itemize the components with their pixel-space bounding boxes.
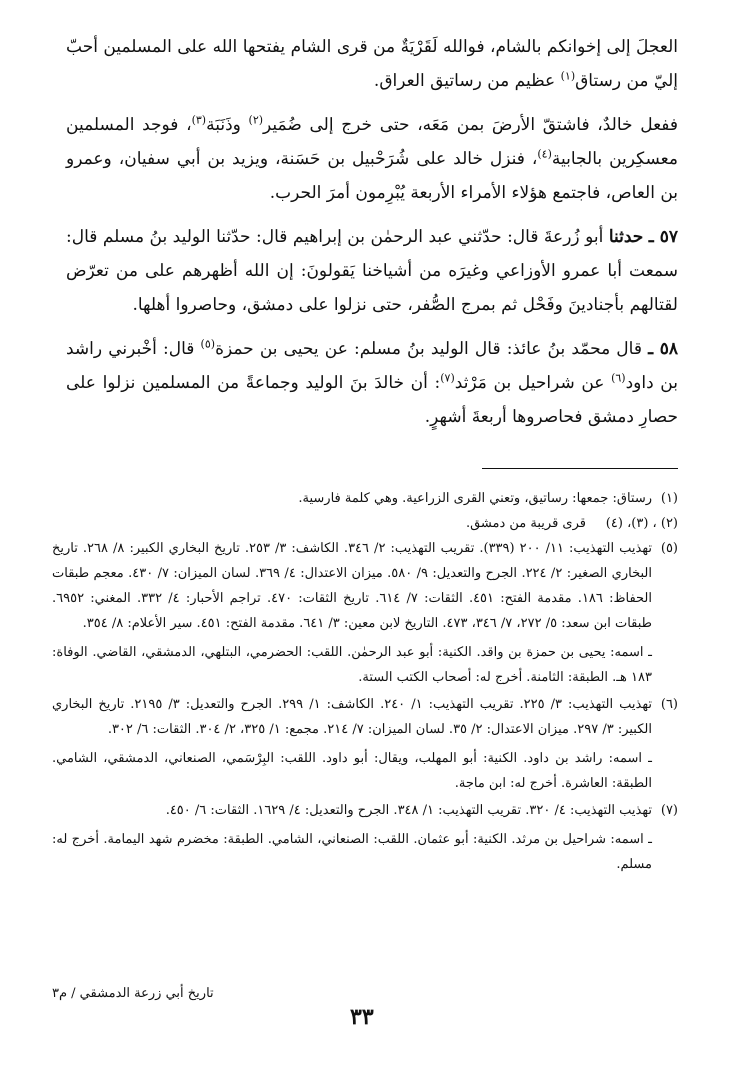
- footnote-ref[interactable]: (١): [560, 69, 576, 83]
- footnote-6-bio: ـ اسمه: راشد بن داود. الكنية: أبو المهلب، ويقال: أبو داود. اللقب: البِرْسَمي، الصنعاني، الدمشقي، الشامي. الطبقة: العاشرة. أخرج له: ابن ماجة.: [52, 751, 652, 791]
- footnote-7-bio: ـ اسمه: شراحيل بن مرثد. الكنية: أبو عثمان. اللقب: الصنعاني، الشامي. الطبقة: مخضرم شهد اليمامة. أخرج له: مسلم.: [52, 832, 652, 872]
- haddathana-word: حدثنا: [608, 227, 644, 247]
- footnote-mark: (٧): [660, 803, 678, 818]
- running-title: تاريخ أبي زرعة الدمشقي / م٣: [52, 986, 214, 1001]
- footnote-6: (٦) تهذيب التهذيب: ٣/ ٢٢٥. تقريب التهذيب: ١/ ٢٤٠. الكاشف: ١/ ٢٩٩. الجرح والتعديل: ٣/ ٢١٩٥. تاريخ البخاري الكبير: ٣/ ٢٩٧. ميزان الاعتدال: ٢/ ٣٥. لسان الميزان: ٧/ ٢١٤. مجمع: ١/ ٣٢٥، ٢/ ٣٠٤. الثقات: ٦/ ٣٠٢.: [52, 692, 678, 742]
- page-number: ٣٣: [350, 1004, 374, 1030]
- footnote-ref[interactable]: (٣): [191, 113, 207, 127]
- footnote-ref[interactable]: (٧): [440, 371, 455, 385]
- footnote-7: (٧) تهذيب التهذيب: ٤/ ٣٢٠. تقريب التهذيب: ١/ ٣٤٨. الجرح والتعديل: ٤/ ١٦٢٩. الثقات: ٦/ ٤٥٠.: [52, 798, 678, 823]
- footnote-1: (١) رستاق: جمعها: رساتيق، وتعني القرى الزراعية. وهي كلمة فارسية.: [52, 486, 678, 511]
- paragraph-1: العجلَ إلى إخوانكم بالشام، فوالله لَقَرْيَةٌ من قرى الشام يفتحها الله على المسلمين أحبّ إليّ من رستاق$^{(١)}$ عظيم من رساتيق العراق.: [66, 37, 678, 91]
- footnote-ref[interactable]: (٤): [537, 147, 552, 161]
- main-text: [66, 30, 678, 444]
- footnote-5-bio: ـ اسمه: يحيى بن حمزة بن واقد. الكنية: أبو عبد الرحمٰن. اللقب: الحضرمي، البتلهي، الدمشقي، القاضي. الوفاة: ١٨٣ هـ. الطبقة: الثامنة. أخرج له: أصحاب الكتب الستة.: [52, 645, 652, 685]
- paragraph-57: ٥٧ ـ حدثنا أبو زُرعةَ قال: حدّثني عبد الرحمٰن بن إبراهيم قال: حدّثنا الوليد بنُ مسلم قال: سمعت أبا عمرو الأوزاعي وغيرَه من أشياخنا يَقولونَ: إن الله أظهرهم على من تعرّض لقتالهم بأجنادينَ وفَحْل ثم بمرج الصُّفر، حتى نزلوا على دمشق، وحاصروا أهلها.: [66, 227, 679, 315]
- footnote-divider: [482, 468, 678, 469]
- footnote-5: (٥) تهذيب التهذيب: ١١/ ٢٠٠ (٣٣٩). تقريب التهذيب: ٢/ ٣٤٦. الكاشف: ٣/ ٢٥٣. تاريخ البخاري الكبير: ٨/ ٢٦٨. تاريخ البخاري الصغير: ٢/ ٢٢٤. الجرح والتعديل: ٩/ ٥٨٠. ميزان الاعتدال: ٤/ ٣٦٩. لسان الميزان: ٧/ ٤٣٠. معجم طبقات الحفاظ: ١٨٦. مقدمة الفتح: ٤٥١. الثقات: ٧/ ٦١٤. تاريخ الثقات: ٤٧٠. تراجم الأحبار: ٤/ ٣٣٢. المغني: ٦٩٥٢. طبقات ابن سعد: ٥/ ٢٧٢، ٧/ ٣٤٦، ٤٧٣. التاريخ لابن معين: ٣/ ٦٤١. مقدمة الفتح: ٤٥١. سير الأعلام: ٨/ ٣٥٤.: [52, 536, 678, 636]
- hadith-number: ٥٧ ـ: [648, 227, 679, 247]
- footnote-mark: (٢) ، (٣)، (٤): [605, 516, 678, 531]
- footnote-ref[interactable]: (٦): [611, 371, 626, 385]
- paragraph-58: ٥٨ ـ قال محمّد بنُ عائذ: قال الوليد بنُ مسلم: عن يحيى بن حمزة$^{(٥)}$ قال: أخْبرني راشد بن داود$^{(٦)}$ عن شراحيل بن مَرْثد$^{(٧)}$: أن خالدَ بنَ الوليد وجماعةً من المسلمين نزلوا على حصارِ دمشق فحاصروها أربعةَ أشهرٍ.: [66, 337, 679, 427]
- footnotes: [52, 486, 678, 879]
- footnote-ref[interactable]: (٥): [200, 337, 216, 351]
- footnote-ref[interactable]: (٢): [248, 113, 264, 127]
- paragraph-2: ففعل خالدٌ، فاشتقّ الأرضَ بمن مَعَه، حتى خرج إلى ضُمَير$^{(٢)}$ وذَنَبَة$^{(٣)}$، فوجد المسلمين معسكِرين بالجابية$^{(٤)}$، فنزل خالد على شُرَحْبيل بن حَسَنة، ويزيد بن أبي سفيان، وعمرو بن العاص، فاجتمع هؤلاء الأمراء الأربعة يُبْرِمون أمرَ الحرب.: [66, 113, 679, 203]
- footnote-mark: (٥): [660, 541, 678, 556]
- footnote-2-4: (٢) ، (٣)، (٤) قرى قريبة من دمشق.: [52, 511, 678, 536]
- hadith-number: ٥٨ ـ: [648, 339, 679, 359]
- footnote-mark: (٦): [660, 697, 678, 712]
- footnote-mark: (١): [660, 491, 678, 506]
